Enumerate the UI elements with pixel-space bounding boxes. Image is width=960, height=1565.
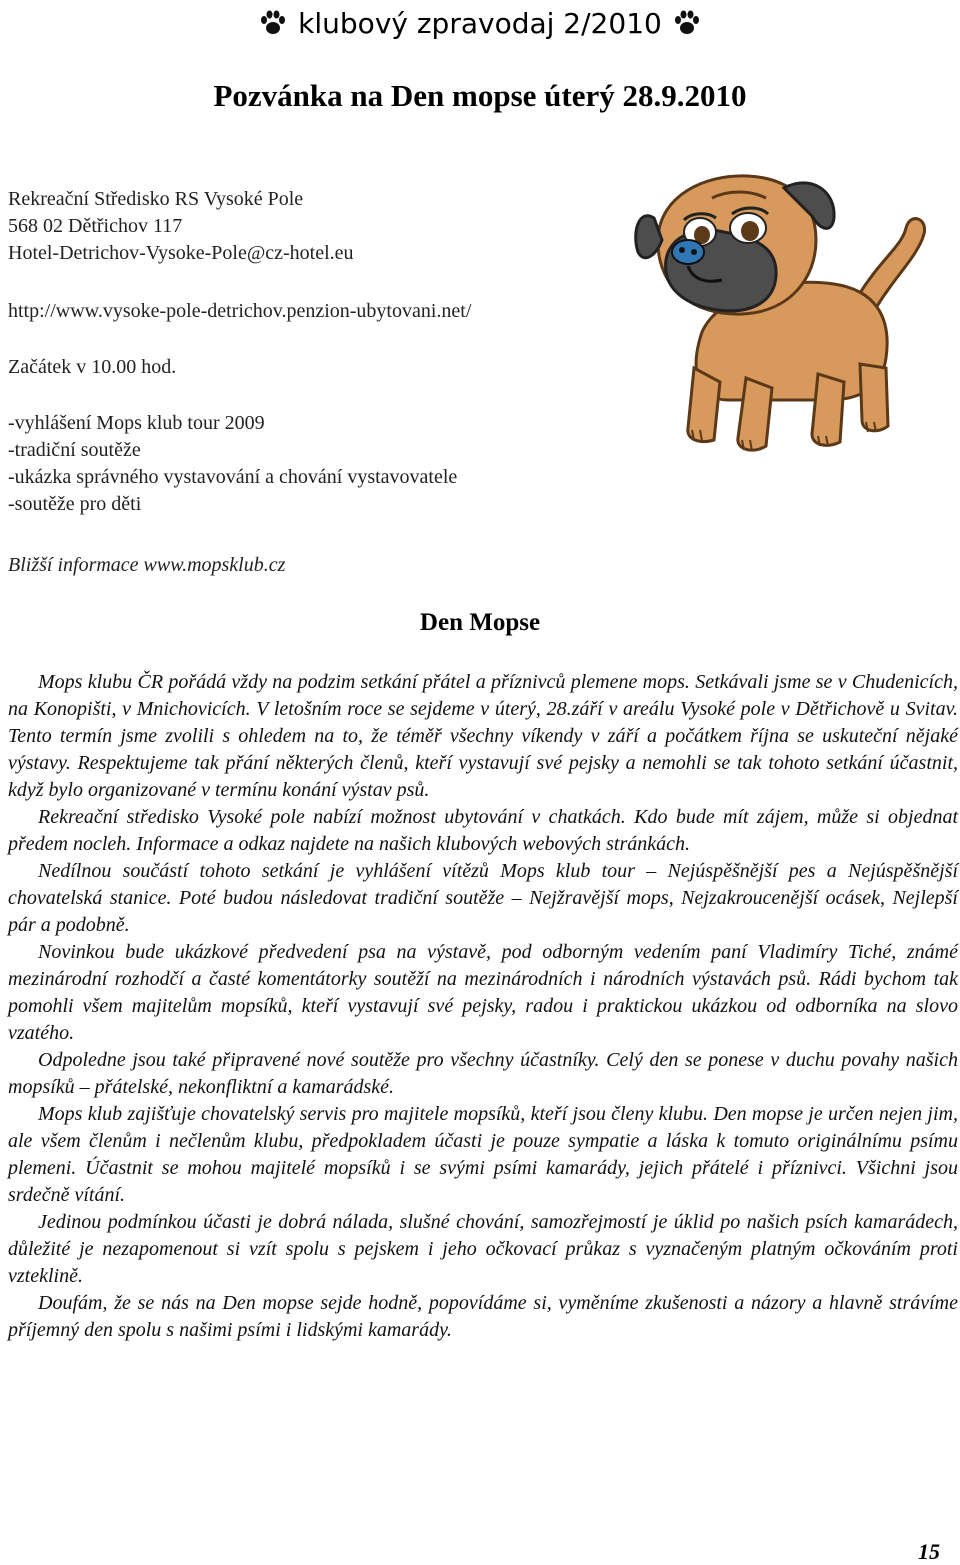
more-info-text: Bližší informace www.mopsklub.cz — [8, 554, 286, 576]
article-paragraph: Jedinou podmínkou účasti je dobrá nálada, slušné chování, samozřejmostí je úklid po našich psích kamarádech, důležité je nezapomenout si vzít spolu s pejskem i jeho očkovací průkaz s vyznačeným platným očkováním proti vzteklině. — [8, 1211, 958, 1287]
more-info — [8, 552, 285, 579]
article-paragraph: Rekreační středisko Vysoké pole nabízí možnost ubytování v chatkách. Kdo bude mít zájem, může si objednat předem nocleh. Informace a odkaz najdete na našich klubových webových stránkách. — [8, 806, 958, 855]
page-number: 15 — [918, 1539, 940, 1564]
program-item: -vyhlášení Mops klub tour 2009 — [8, 412, 265, 434]
venue-email[interactable]: Hotel-Detrichov-Vysoke-Pole@cz-hotel.eu — [8, 242, 354, 264]
article-body — [8, 669, 958, 1344]
program-item: -soutěže pro děti — [8, 493, 142, 515]
article-paragraph: Nedílnou součástí tohoto setkání je vyhlášení vítězů Mops klub tour – Nejúspěšnější pes a Nejúspěšnější chovatelská stanice. Poté budou následovat tradiční soutěže – Nejžravější mops, Nejzakroucenější ocásek, Nejlepší pár a podobně. — [8, 860, 958, 936]
program-list — [8, 410, 457, 518]
article-paragraph: Mops klubu ČR pořádá vždy na podzim setkání přátel a příznivců plemene mops. Setkávali jsme se v Chudenicích, na Konopišti, v Mnichovicích. V letošním roce se sejdeme v úterý, 28.září v areálu Vysoké pole v Dětřichově u Svitav. Tento termín jsme zvolili s ohledem na to, že téměř všechny víkendy v září a počátkem října se uskuteční nějaké výstavy. Respektujeme tak přání některých členů, kteří vystavují své pejsky a nemohli se tak tohoto setkání účastnit, když bylo organizované v termínu konání výstav psů. — [8, 671, 958, 801]
paw-icon — [672, 8, 702, 38]
newsletter-title: klubový zpravodaj 2/2010 — [298, 6, 662, 40]
newsletter-header — [0, 0, 960, 46]
paw-icon — [258, 8, 288, 38]
venue-name: Rekreační Středisko RS Vysoké Pole — [8, 188, 304, 210]
program-item: -ukázka správného vystavování a chování vystavovatele — [8, 466, 458, 488]
article-paragraph: Odpoledne jsou také připravené nové soutěže pro všechny účastníky. Celý den se ponese v duchu povahy našich mopsíků – přátelské, nekonfliktní a kamarádské. — [8, 1049, 958, 1098]
article-title: Den Mopse — [419, 609, 541, 636]
start-time-text: Začátek v 10.00 hod. — [8, 356, 177, 378]
start-time — [8, 354, 176, 381]
pug-dog-illustration — [630, 168, 950, 468]
venue-postal: 568 02 Dětřichov 117 — [8, 215, 183, 237]
article-paragraph: Novinkou bude ukázkové předvedení psa na výstavě, pod odborným vedením paní Vladimíry Tiché, známé mezinárodní rozhodčí a časté komentátorky soutěží na mezinárodních i národních výstavách psů. Rádi bychom tak pomohli všem majitelům mopsíků, kteří vystavují své pejsky, radou i praktickou ukázkou od odborníka na slovo vzatého. — [8, 941, 958, 1044]
invitation-title: Pozvánka na Den mopse úterý 28.9.2010 — [213, 78, 747, 113]
venue-url-text[interactable]: http://www.vysoke-pole-detrichov.penzion-ubytovani.net/ — [8, 300, 472, 322]
venue-url[interactable] — [8, 298, 471, 325]
venue-address — [8, 186, 354, 267]
article-paragraph: Doufám, že se nás na Den mopse sejde hodně, popovídáme si, vyměníme zkušenosti a názory a hlavně strávíme příjemný den spolu s našimi psími i lidskými kamarády. — [8, 1292, 958, 1341]
article-paragraph: Mops klub zajišťuje chovatelský servis pro majitele mopsíků, kteří jsou členy klubu. Den mopse je určen nejen jim, ale všem členům i nečlenům klubu, předpokladem účasti je pouze sympatie a láska k tomuto originálnímu psímu plemeni. Účastnit se mohou majitelé mopsíků i se svými psími kamarády, jejich přátelé i příznivci. Všichni jsou srdečně vítání. — [8, 1103, 958, 1206]
program-item: -tradiční soutěže — [8, 439, 141, 461]
